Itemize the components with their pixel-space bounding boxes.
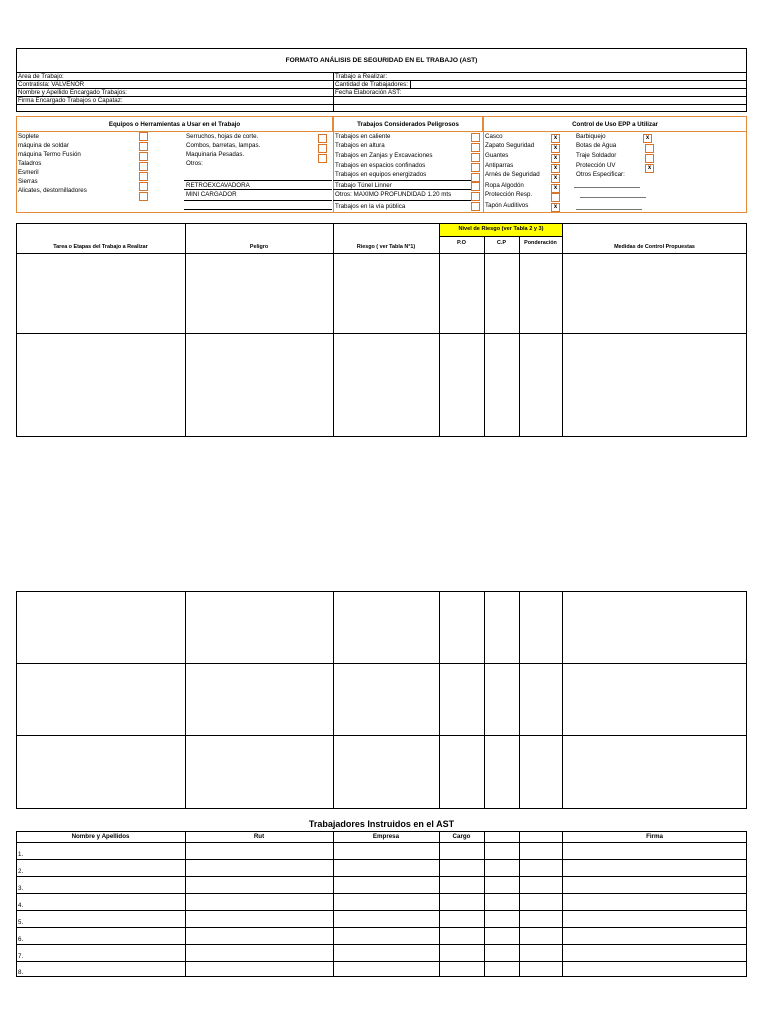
epp-checkbox[interactable] [645,144,654,153]
worker-row-number: 5. [18,919,24,926]
workers-table [16,831,747,977]
epp-checkbox[interactable]: x [551,134,560,143]
workers-col-empresa: Empresa [372,833,400,840]
trabajo-checkbox[interactable] [471,173,480,182]
epp-checkbox[interactable]: x [645,164,654,173]
trabajos-title: Trabajos Considerados Peligrosos [357,121,459,128]
epp-item: Ropa Algodón [485,182,524,189]
col-riesgo: Riesgo ( ver Tabla N°1) [356,244,416,250]
trabajo-item: Trabajos en altura [335,142,385,149]
epp-item: Zapato Seguridad [485,142,535,149]
epp-checkbox[interactable] [645,154,654,163]
col-po: P.O [457,240,466,246]
info-encargado: Nombre y Apellido Encargado Trabajos: [18,89,128,96]
trabajo-checkbox[interactable] [471,133,480,142]
trabajo-checkbox[interactable] [471,182,480,191]
info-trabajo: Trabajo a Realizar: [335,73,388,80]
epp-checkbox[interactable]: x [643,134,652,143]
col-tarea: Tarea o Etapas del Trabajo a Realizar [53,244,148,250]
epp-checkbox[interactable]: x [551,144,560,153]
epp-item: Botas de Agua [576,142,617,149]
epp-checkbox[interactable]: x [551,203,560,212]
epp-checkbox[interactable] [551,193,560,202]
equipos-title: Equipos o Herramientas a Usar en el Trabajo [108,121,241,128]
worker-row-number: 8. [18,969,24,976]
equipo-item: máquina de soldar [18,142,69,149]
equipo-item: Combos, barretas, lampas. [186,142,261,149]
equipo-item: máquina Termo Fusión [18,151,81,158]
epp-checkbox[interactable]: x [551,184,560,193]
epp-checkbox[interactable]: x [551,174,560,183]
epp-item: Antiparras [485,162,514,169]
info-firma-encargado: Firma Encargado Trabajos o Capataz: [18,97,123,104]
col-medidas: Medidas de Control Propuestas [614,244,695,250]
trabajo-item: Trabajos en equipos energizados [335,171,427,178]
equipo-item: Esmeril [18,169,39,176]
workers-col-firma: Firma [646,833,663,840]
equipo-checkbox[interactable] [318,144,327,153]
equipo-item: Alicates, destornilladores [18,187,87,194]
col-peligro: Peligro [249,244,269,250]
risk-table-bottom [16,591,747,809]
info-cantidad: Cantidad de Trabajadores: [335,81,408,88]
equipo-checkbox[interactable] [139,132,148,141]
epp-item: Otros Especificar: [576,171,625,178]
workers-col-nombre: Nombre y Apellidos [71,833,130,840]
trabajo-item: Trabajos en espacios confinados [335,162,426,169]
equipo-item: Serruchos, hojas de corte. [186,133,259,140]
worker-row-number: 7. [18,953,24,960]
workers-title: Trabajadores Instruidos en el AST [308,819,455,829]
equipo-checkbox[interactable] [318,134,327,143]
epp-checkbox[interactable]: x [551,154,560,163]
trabajo-checkbox[interactable] [471,202,480,211]
epp-title: Control de Uso EPP a Utilizar [572,121,658,128]
epp-item: Tapón Auditivos [485,202,529,209]
info-contratista: Contratista: VALVENOR [18,81,85,88]
col-ponderacion: Ponderación [524,240,557,246]
worker-row-number: 1. [18,851,24,858]
worker-row-number: 3. [18,885,24,892]
epp-checkbox[interactable]: x [551,164,560,173]
equipo-otros-value: MINI CARGADOR [186,191,237,198]
epp-item: Arnés de Seguridad [485,171,540,178]
equipo-checkbox[interactable] [139,162,148,171]
trabajo-checkbox[interactable] [471,192,480,201]
equipo-checkbox[interactable] [139,172,148,181]
epp-item: Guantes [485,152,509,159]
equipo-checkbox[interactable] [139,142,148,151]
epp-item: Barbiquejo [576,133,606,140]
equipo-checkbox[interactable] [139,192,148,201]
worker-row-number: 6. [18,936,24,943]
equipo-item: Otros: [186,160,203,167]
equipo-otros-value: RETROEXCAVADORA [186,182,250,189]
col-cp: C.P [496,240,507,246]
equipo-item: Taladros [18,160,42,167]
equipo-item: Soplete [18,133,39,140]
nivel-riesgo-label: Nivel de Riesgo (ver Tabla 2 y 3) [458,226,544,232]
info-area: Área de Trabajo: [18,73,64,80]
epp-item: Protección UV [576,162,616,169]
form-title: FORMATO ANÁLISIS DE SEGURIDAD EN EL TRABAJO (AST) [285,57,478,64]
epp-item: Casco [485,133,503,140]
trabajo-checkbox[interactable] [471,153,480,162]
trabajo-item: Trabajos en la vía pública [335,203,406,210]
trabajo-checkbox[interactable] [471,163,480,172]
workers-col-cargo: Cargo [452,833,471,840]
workers-col-rut: Rut [253,833,265,840]
equipo-checkbox[interactable] [139,182,148,191]
trabajo-item: Trabajo Túnel Linner [335,182,392,189]
equipo-checkbox[interactable] [318,154,327,163]
trabajo-item: Otros: MAXIMO PROFUNDIDAD 1.20 mts [335,191,452,198]
epp-item: Traje Soldador [576,152,617,159]
trabajo-item: Trabajos en Zanjas y Excavaciones [335,152,433,159]
worker-row-number: 4. [18,902,24,909]
equipo-checkbox[interactable] [139,152,148,161]
equipo-item: Sierras [18,178,38,185]
info-fecha: Fecha Elaboración AST: [335,89,402,96]
trabajo-checkbox[interactable] [471,143,480,152]
epp-item: Protección Resp. [485,191,533,198]
risk-table-top [16,223,747,437]
equipo-item: Maquinaria Pesadas. [186,151,245,158]
trabajo-item: Trabajos en caliente [335,133,391,140]
worker-row-number: 2. [18,868,24,875]
